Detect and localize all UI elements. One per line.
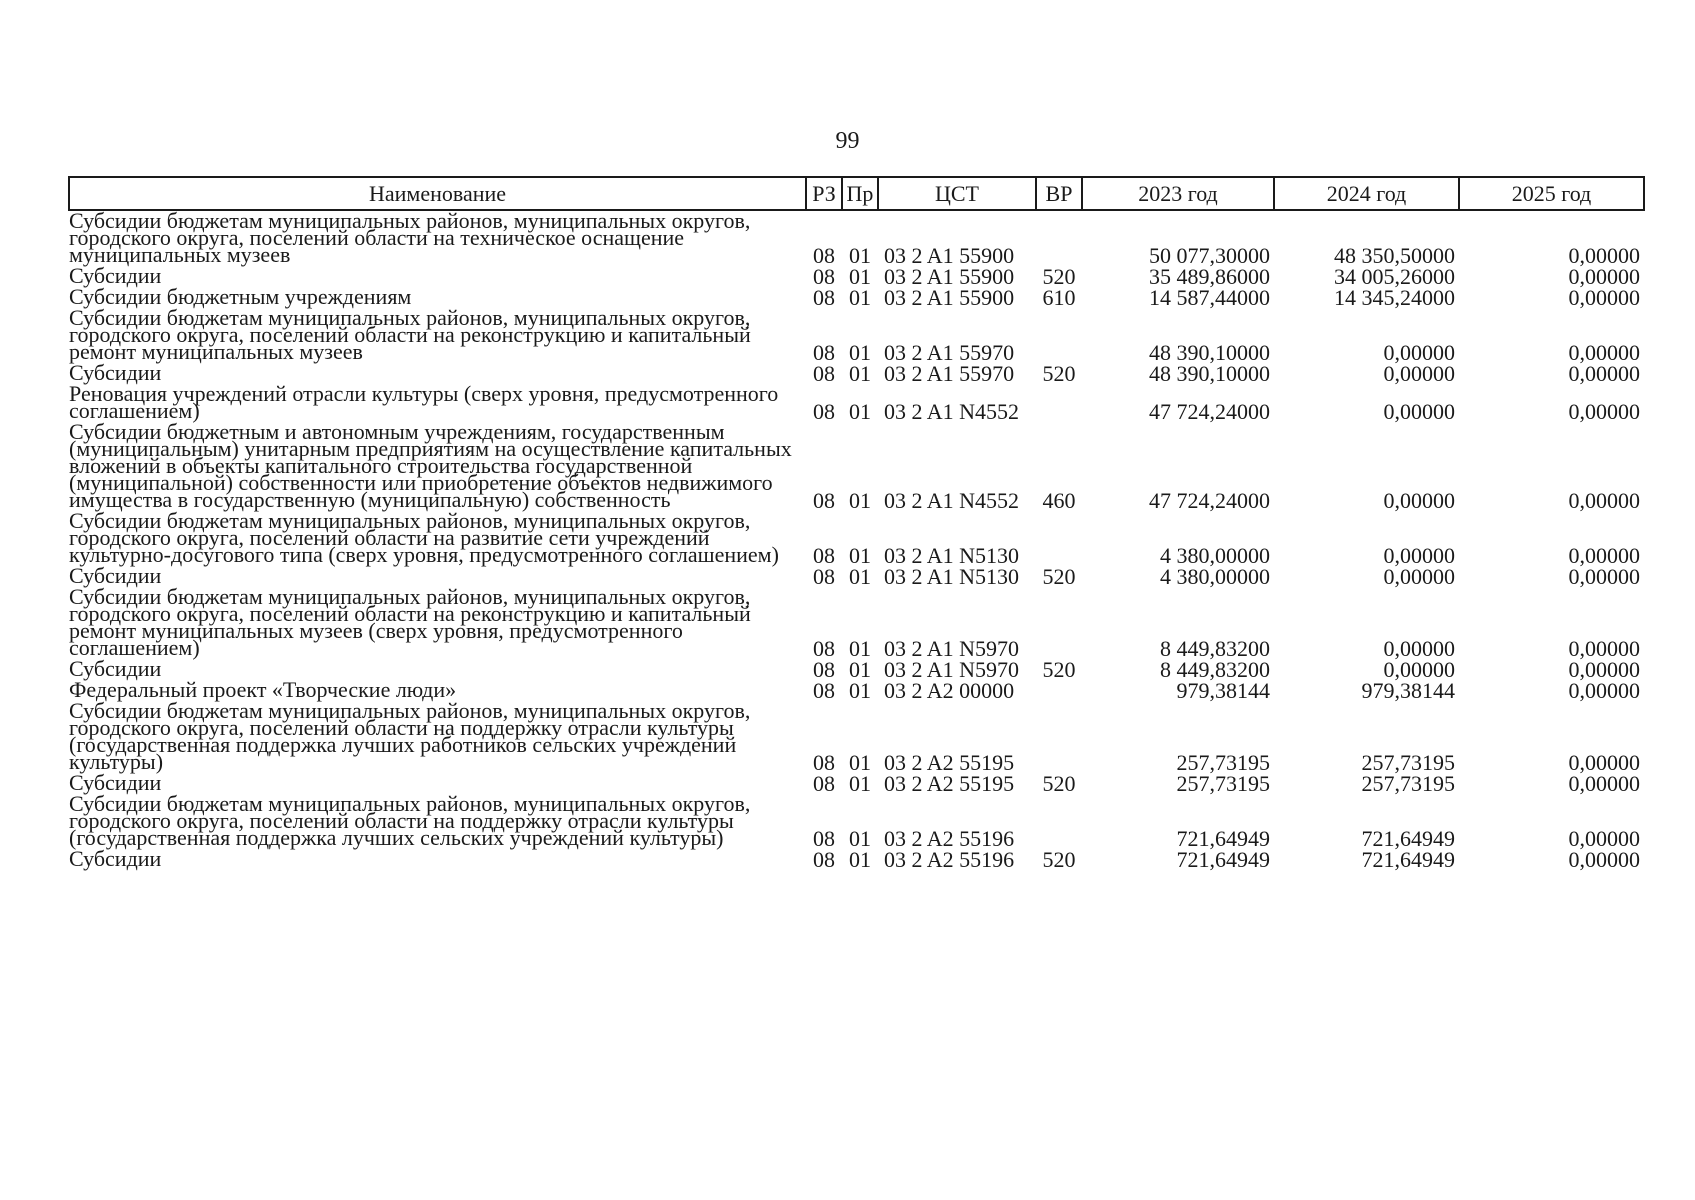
row-vr-cell: 520 — [1042, 564, 1076, 589]
row-cst-cell: 03 2 A1 55970 — [884, 340, 1015, 365]
row-amount-2023-cell: 979,38144 — [1176, 678, 1270, 703]
row-name-cell: Субсидии бюджетам муниципальных районов, муниципальных округов, городского округа, поселений области на реконструкцию и капитальный ремонт муниципальных музеев — [69, 305, 751, 364]
row-name-cell: Субсидии бюджетам муниципальных районов, муниципальных округов, городского округа, поселений области на развитие сети учреждений культурно-досугового типа (сверх уровня, предусмотренного соглашением) — [69, 508, 779, 567]
table-row — [69, 701, 1644, 773]
row-amount-2025-cell: 0,00000 — [1568, 264, 1640, 289]
row-cst-cell: 03 2 A1 55900 — [884, 264, 1015, 289]
row-cst-cell: 03 2 A1 N5130 — [884, 543, 1020, 568]
row-cst-cell: 03 2 A1 N4552 — [884, 488, 1020, 513]
row-pr-cell: 01 — [849, 399, 871, 424]
row-rz-cell: 08 — [813, 678, 835, 703]
table-body — [69, 210, 1644, 870]
row-pr-cell: 01 — [849, 340, 871, 365]
row-rz-cell: 08 — [813, 636, 835, 661]
row-amount-2024-cell: 0,00000 — [1383, 340, 1455, 365]
budget-table — [68, 176, 1645, 870]
header-name: Наименование — [69, 177, 806, 210]
row-vr-cell: 520 — [1042, 847, 1076, 872]
row-pr-cell: 01 — [849, 264, 871, 289]
row-amount-2025-cell: 0,00000 — [1568, 847, 1640, 872]
row-cst-cell: 03 2 A2 55195 — [884, 750, 1015, 775]
row-pr-cell: 01 — [849, 564, 871, 589]
header-year-2023: 2023 год — [1082, 177, 1274, 210]
row-amount-2024-cell: 0,00000 — [1383, 636, 1455, 661]
row-amount-2025-cell: 0,00000 — [1568, 636, 1640, 661]
row-cst-cell: 03 2 A1 55970 — [884, 361, 1015, 386]
row-amount-2025-cell: 0,00000 — [1568, 543, 1640, 568]
row-rz-cell: 08 — [813, 488, 835, 513]
row-pr-cell: 01 — [849, 750, 871, 775]
row-amount-2024-cell: 0,00000 — [1383, 361, 1455, 386]
row-cst-cell: 03 2 A1 N4552 — [884, 399, 1020, 424]
row-amount-2023-cell: 8 449,83200 — [1160, 636, 1270, 661]
row-amount-2023-cell: 721,64949 — [1176, 847, 1270, 872]
row-amount-2024-cell: 34 005,26000 — [1334, 264, 1455, 289]
row-name-cell: Субсидии бюджетам муниципальных районов, муниципальных округов, городского округа, поселений области на поддержку отрасли культуры (государственная поддержка лучших работников сельских учреждений культуры) — [69, 698, 751, 774]
row-name-cell: Субсидии бюджетным и автономным учреждениям, государственным (муниципальным) унитарным предприятиям на осуществление капитальных вложений в объекты капитального строительства государственной (муниципальной) собственности или приобретение объектов недвижимого имущества в государственную (муниципальную) собственность — [69, 419, 792, 512]
header-rz: РЗ — [806, 177, 842, 210]
row-amount-2023-cell: 721,64949 — [1176, 826, 1270, 851]
row-rz-cell: 08 — [813, 264, 835, 289]
row-pr-cell: 01 — [849, 771, 871, 796]
page-number: 99 — [835, 128, 860, 154]
row-amount-2024-cell: 0,00000 — [1383, 657, 1455, 682]
row-pr-cell: 01 — [849, 826, 871, 851]
row-cst-cell: 03 2 A1 N5970 — [884, 636, 1020, 661]
row-cst-cell: 03 2 A1 55900 — [884, 243, 1015, 268]
row-cst-cell: 03 2 A1 N5130 — [884, 564, 1020, 589]
row-rz-cell: 08 — [813, 285, 835, 310]
row-vr-cell: 520 — [1042, 657, 1076, 682]
row-rz-cell: 08 — [813, 771, 835, 796]
row-amount-2025-cell: 0,00000 — [1568, 771, 1640, 796]
row-vr-cell — [1036, 384, 1082, 422]
row-amount-2024-cell: 979,38144 — [1361, 678, 1455, 703]
table-row — [69, 210, 1644, 266]
row-rz-cell: 08 — [813, 399, 835, 424]
row-amount-2025-cell: 0,00000 — [1568, 750, 1640, 775]
row-amount-2024-cell: 0,00000 — [1383, 543, 1455, 568]
row-name-cell: Федеральный проект «Творческие люди» — [69, 677, 457, 702]
row-amount-2024-cell: 48 350,50000 — [1334, 243, 1455, 268]
row-amount-2024-cell: 721,64949 — [1361, 826, 1455, 851]
row-vr-cell: 520 — [1042, 771, 1076, 796]
row-name-cell: Субсидии бюджетам муниципальных районов, муниципальных округов, городского округа, поселений области на поддержку отрасли культуры (государственная поддержка лучших сельских учреждений культуры) — [69, 791, 751, 850]
row-name-cell: Субсидии — [69, 770, 162, 795]
row-rz-cell: 08 — [813, 340, 835, 365]
row-rz-cell: 08 — [813, 750, 835, 775]
row-amount-2023-cell: 14 587,44000 — [1149, 285, 1270, 310]
row-name-cell: Субсидии — [69, 263, 162, 288]
row-rz-cell: 08 — [813, 361, 835, 386]
header-year-2025: 2025 год — [1459, 177, 1644, 210]
row-amount-2024-cell: 721,64949 — [1361, 847, 1455, 872]
row-vr-cell: 610 — [1042, 285, 1076, 310]
row-amount-2025-cell: 0,00000 — [1568, 340, 1640, 365]
row-cst-cell: 03 2 A1 55900 — [884, 285, 1015, 310]
row-vr-cell — [1036, 308, 1082, 363]
row-amount-2023-cell: 257,73195 — [1176, 750, 1270, 775]
row-rz-cell: 08 — [813, 826, 835, 851]
row-amount-2023-cell: 257,73195 — [1176, 771, 1270, 796]
row-amount-2023-cell: 4 380,00000 — [1160, 543, 1270, 568]
header-year-2024: 2024 год — [1274, 177, 1459, 210]
row-name-cell: Субсидии — [69, 846, 162, 871]
row-pr-cell: 01 — [849, 636, 871, 661]
row-vr-cell — [1036, 210, 1082, 266]
row-pr-cell: 01 — [849, 488, 871, 513]
row-pr-cell: 01 — [849, 847, 871, 872]
row-amount-2024-cell: 0,00000 — [1383, 488, 1455, 513]
row-name-cell: Субсидии — [69, 563, 162, 588]
header-pr: Пр — [842, 177, 878, 210]
row-pr-cell: 01 — [849, 657, 871, 682]
row-amount-2024-cell: 0,00000 — [1383, 564, 1455, 589]
row-amount-2023-cell: 4 380,00000 — [1160, 564, 1270, 589]
row-pr-cell: 01 — [849, 361, 871, 386]
row-amount-2025-cell: 0,00000 — [1568, 678, 1640, 703]
row-vr-cell — [1036, 794, 1082, 849]
row-amount-2025-cell: 0,00000 — [1568, 399, 1640, 424]
row-amount-2023-cell: 50 077,30000 — [1149, 243, 1270, 268]
row-name-cell: Субсидии бюджетам муниципальных районов, муниципальных округов, городского округа, поселений области на техническое оснащение муниципальных музеев — [69, 208, 751, 267]
row-name-cell: Реновация учреждений отрасли культуры (сверх уровня, предусмотренного соглашением) — [69, 381, 779, 423]
row-name-cell: Субсидии бюджетам муниципальных районов, муниципальных округов, городского округа, поселений области на реконструкцию и капитальный ремонт муниципальных музеев (сверх уровня, предусмотренного соглашением) — [69, 584, 751, 660]
row-vr-cell — [1036, 511, 1082, 566]
row-amount-2023-cell: 8 449,83200 — [1160, 657, 1270, 682]
row-amount-2024-cell: 14 345,24000 — [1334, 285, 1455, 310]
row-name-cell: Субсидии бюджетным учреждениям — [69, 284, 412, 309]
row-amount-2025-cell: 0,00000 — [1568, 564, 1640, 589]
row-rz-cell: 08 — [813, 847, 835, 872]
row-amount-2025-cell: 0,00000 — [1568, 488, 1640, 513]
row-amount-2025-cell: 0,00000 — [1568, 657, 1640, 682]
header-cst: ЦСТ — [878, 177, 1036, 210]
row-amount-2024-cell: 0,00000 — [1383, 399, 1455, 424]
table-row — [69, 587, 1644, 659]
row-vr-cell — [1036, 701, 1082, 773]
row-pr-cell: 01 — [849, 285, 871, 310]
row-amount-2025-cell: 0,00000 — [1568, 285, 1640, 310]
row-amount-2023-cell: 35 489,86000 — [1149, 264, 1270, 289]
row-name-cell: Субсидии — [69, 656, 162, 681]
row-cst-cell: 03 2 A2 55196 — [884, 826, 1015, 851]
table-row — [69, 308, 1644, 363]
row-rz-cell: 08 — [813, 564, 835, 589]
table-header-row — [69, 177, 1644, 210]
row-amount-2023-cell: 47 724,24000 — [1149, 488, 1270, 513]
row-vr-cell — [1036, 587, 1082, 659]
row-pr-cell: 01 — [849, 543, 871, 568]
row-name-cell: Субсидии — [69, 360, 162, 385]
row-cst-cell: 03 2 A2 00000 — [884, 678, 1015, 703]
table-row — [69, 511, 1644, 566]
table-row — [69, 849, 1644, 870]
row-amount-2025-cell: 0,00000 — [1568, 361, 1640, 386]
row-cst-cell: 03 2 A2 55195 — [884, 771, 1015, 796]
row-rz-cell: 08 — [813, 543, 835, 568]
row-amount-2023-cell: 47 724,24000 — [1149, 399, 1270, 424]
row-rz-cell: 08 — [813, 243, 835, 268]
row-vr-cell: 460 — [1042, 488, 1076, 513]
row-cst-cell: 03 2 A1 N5970 — [884, 657, 1020, 682]
row-pr-cell: 01 — [849, 243, 871, 268]
row-amount-2024-cell: 257,73195 — [1361, 750, 1455, 775]
table-row — [69, 794, 1644, 849]
row-amount-2025-cell: 0,00000 — [1568, 826, 1640, 851]
row-amount-2024-cell: 257,73195 — [1361, 771, 1455, 796]
row-amount-2025-cell: 0,00000 — [1568, 243, 1640, 268]
row-rz-cell: 08 — [813, 657, 835, 682]
row-pr-cell: 01 — [849, 678, 871, 703]
table-row — [69, 422, 1644, 511]
row-amount-2023-cell: 48 390,10000 — [1149, 340, 1270, 365]
row-vr-cell — [1036, 680, 1082, 701]
table-row — [69, 384, 1644, 422]
row-amount-2023-cell: 48 390,10000 — [1149, 361, 1270, 386]
row-vr-cell: 520 — [1042, 361, 1076, 386]
header-vr: ВР — [1036, 177, 1082, 210]
row-vr-cell: 520 — [1042, 264, 1076, 289]
row-cst-cell: 03 2 A2 55196 — [884, 847, 1015, 872]
